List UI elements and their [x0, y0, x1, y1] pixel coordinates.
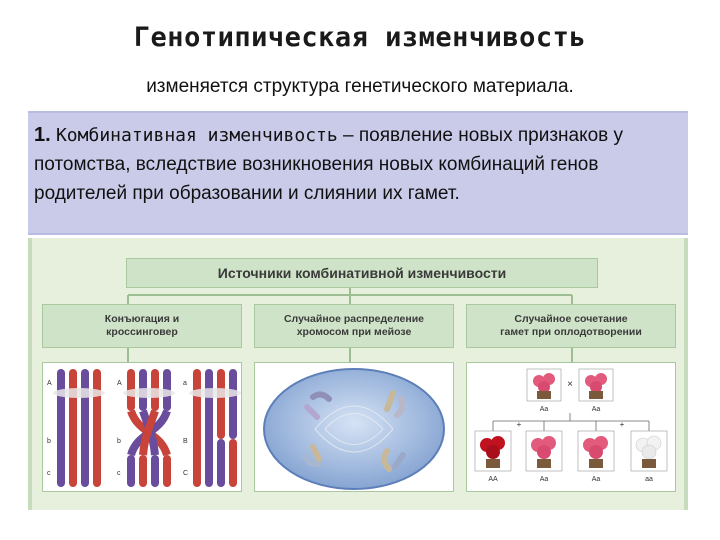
definition-box — [28, 111, 688, 235]
source-box-meiosis — [254, 304, 454, 348]
gene-label: c — [117, 470, 121, 477]
slide-subtitle: изменяется структура генетического материала. — [146, 76, 574, 97]
source-box-crossing-over — [42, 304, 242, 348]
definition-number: 1. — [34, 124, 51, 146]
chromosome-pair-left — [53, 369, 105, 487]
chromosome-panel — [42, 362, 242, 492]
parent-flower-left — [527, 369, 561, 401]
definition-term: Комбинативная изменчивость — [55, 125, 338, 146]
gene-label: b — [117, 438, 121, 445]
chromosome-pair-crossing — [123, 369, 175, 487]
offspring-flower-Aa-1 — [526, 431, 562, 471]
offspring-flower-AA — [475, 431, 511, 471]
offspring-flower-aa — [631, 431, 667, 471]
gene-label: C — [183, 470, 189, 477]
figure-title: Источники комбинативной изменчивости — [126, 258, 598, 288]
gene-label: a — [183, 380, 187, 387]
source-line: гамет при оплодотворении — [500, 326, 642, 338]
meiosis-cell-illustration — [255, 363, 453, 491]
meiosis-panel — [254, 362, 454, 492]
offspring-label: Aa — [539, 476, 549, 483]
chromosome-illustration — [43, 363, 241, 491]
parent-label: Aa — [591, 406, 601, 413]
source-line: кроссинговер — [106, 326, 178, 338]
cross-operator: × — [567, 379, 573, 390]
offspring-label: AA — [488, 476, 498, 483]
offspring-label: aa — [645, 476, 653, 483]
plus-sign: + — [619, 420, 625, 429]
gene-label: A — [47, 380, 52, 387]
source-line: хромосом при мейозе — [296, 326, 412, 338]
cell-body — [264, 369, 444, 489]
parent-label: Aa — [539, 406, 549, 413]
offspring-flower-Aa-2 — [578, 431, 614, 471]
source-line: Случайное сочетание — [514, 313, 628, 325]
offspring-label: Aa — [591, 476, 601, 483]
flower-cross-illustration — [467, 363, 675, 491]
plus-sign: + — [516, 420, 522, 429]
slide-title: Генотипическая изменчивость — [133, 22, 587, 53]
parent-flower-right — [579, 369, 613, 401]
sources-figure — [28, 238, 688, 510]
gene-label: b — [47, 438, 51, 445]
chromosome-pair-right — [189, 369, 241, 487]
source-line: Случайное распределение — [283, 313, 425, 325]
source-line: Конъюгация и — [104, 313, 180, 325]
gene-label: c — [47, 470, 51, 477]
source-box-fertilization — [466, 304, 676, 348]
fertilization-panel — [466, 362, 676, 492]
definition-text: – появление новых признаков у потомства, вследствие возникновения новых комбинаций генов родителей при образовании и слиянии их гамет. — [34, 125, 624, 204]
gene-label: B — [183, 438, 188, 445]
gene-label: A — [117, 380, 122, 387]
